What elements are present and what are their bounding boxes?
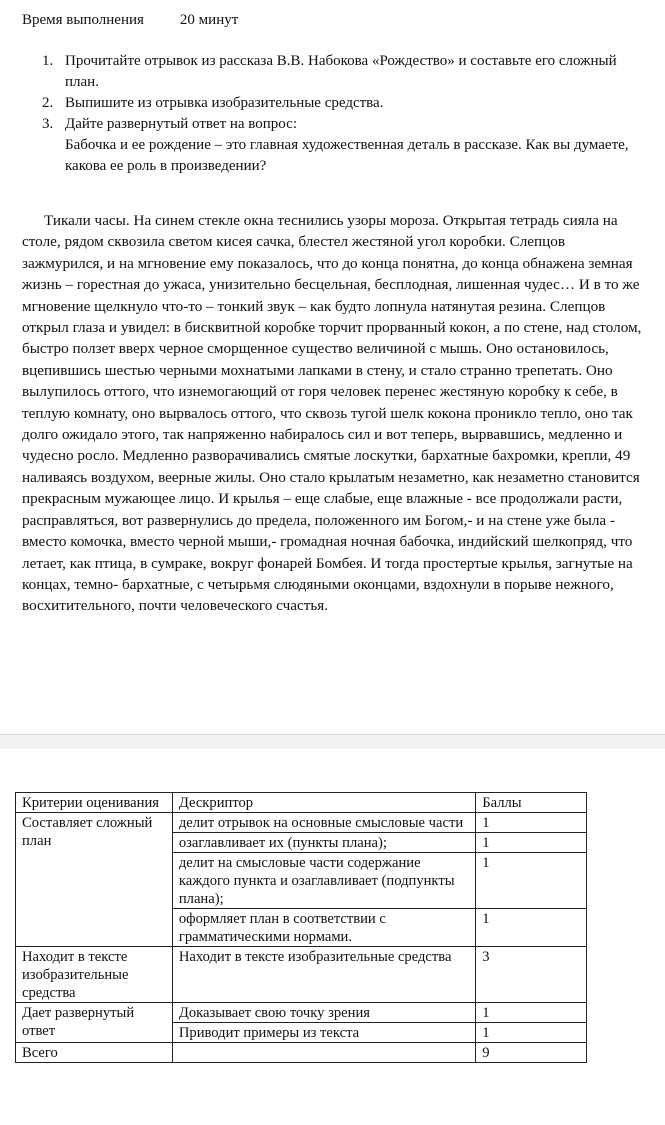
table-row	[16, 813, 587, 833]
total-empty-cell	[172, 1043, 475, 1063]
task-text: Выпишите из отрывка изобразительные средства.	[65, 95, 384, 111]
descriptor-cell: делит отрывок на основные смысловые части	[172, 813, 475, 833]
points-cell: 1	[476, 1023, 587, 1043]
task-number: 2.	[42, 95, 54, 111]
story-excerpt: Тикали часы. На синем стекле окна теснились узоры мороза. Открытая тетрадь сияла на столе, рядом сквозила светом кисея сачка, блестел жестяной угол коробки. Слепцов зажмурился, и на мгновение ему показалось, что до конца понятна, до конца обнажена земная жизнь – горестная до ужаса, унизительно бесцельная, бесплодная, лишенная чудес… И в то же мгновение щелкнуло что-то – тонкий звук – как будто лопнула натянутая резина. Слепцов открыл глаза и увидел: в бисквитной коробке торчит прорванный кокон, а по стене, над столом, быстро ползет вверх черное сморщенное существо величиной с мышь. Оно остановилось, вцепившись шестью черными мохнатыми лапками в стену, и стало странно трепетать. Оно вылупилось оттого, что изнемогающий от горя человек перенес жестяную коробку к себе, в теплую комнату, оно вырвалось оттого, что сквозь тугой шелк кокона проникло тепло, оно так долго ожидало этого, так напряженно набиралось сил и вот теперь, вырвавшись, медленно и чудесно росло. Медленно разворачивались смятые лоскутки, бархатные бахромки, крепли, 49 наливаясь воздухом, веерные жилы. Оно стало крылатым незаметно, как незаметно становится прекрасным мужающее лицо. И крылья – еще слабые, еще влажные - все продолжали расти, расправляться, вот развернулись до предела, положенного им Богом,- и на стене уже была - вместо комочка, вместо черной мыши,- громадная ночная бабочка, индийский шелкопряд, что летает, как птица, в сумраке, вокруг фонарей Бомбея. И тогда простертые крылья, загнутые на концах, темно- бархатные, с четырьмя слюдяными оконцами, вздохнули в порыве нежного, восхитительного, почти человеческого счастья.	[22, 212, 642, 615]
header-descriptor: Дескриптор	[172, 793, 475, 813]
task-question: Бабочка и ее рождение – это главная художественная деталь в рассказе. Как вы думаете, какова ее роль в произведении?	[65, 137, 629, 174]
points-cell: 1	[476, 813, 587, 833]
total-points: 9	[476, 1043, 587, 1063]
task-number: 3.	[42, 116, 54, 132]
points-cell: 1	[476, 853, 587, 909]
points-cell: 1	[476, 1003, 587, 1023]
table-row	[16, 1003, 587, 1023]
points-cell: 1	[476, 833, 587, 853]
task-item	[22, 114, 642, 177]
page-break	[0, 734, 665, 750]
points-cell: 1	[476, 909, 587, 947]
assessment-table	[15, 792, 587, 1063]
table-header-row	[16, 793, 587, 813]
descriptor-cell: Находит в тексте изобразительные средства	[172, 947, 475, 1003]
total-label: Всего	[16, 1043, 173, 1063]
task-text: Прочитайте отрывок из рассказа В.В. Набокова «Рождество» и составьте его сложный план.	[65, 53, 617, 90]
document-page-2	[0, 749, 665, 1125]
header-points: Баллы	[476, 793, 587, 813]
task-number: 1.	[42, 53, 54, 69]
time-limit	[22, 12, 238, 29]
table-row	[16, 947, 587, 1003]
descriptor-cell: делит на смысловые части содержание каждого пункта и озаглавливает (подпункты плана);	[172, 853, 475, 909]
criterion-cell: Дает развернутый ответ	[16, 1003, 173, 1043]
total-row	[16, 1043, 587, 1063]
descriptor-cell: Доказывает свою точку зрения	[172, 1003, 475, 1023]
descriptor-cell: озаглавливает их (пункты плана);	[172, 833, 475, 853]
task-item	[22, 93, 642, 114]
time-label: Время выполнения	[22, 12, 144, 28]
task-text: Дайте развернутый ответ на вопрос:	[65, 116, 298, 132]
descriptor-cell: Приводит примеры из текста	[172, 1023, 475, 1043]
header-criteria: Критерии оценивания	[16, 793, 173, 813]
criterion-cell: Составляет сложный план	[16, 813, 173, 947]
points-cell: 3	[476, 947, 587, 1003]
time-value: 20 минут	[179, 12, 239, 28]
criterion-cell: Находит в тексте изобразительные средства	[16, 947, 173, 1003]
task-list	[22, 51, 642, 177]
descriptor-cell: оформляет план в соответствии с грамматическими нормами.	[172, 909, 475, 947]
task-item	[22, 51, 642, 93]
